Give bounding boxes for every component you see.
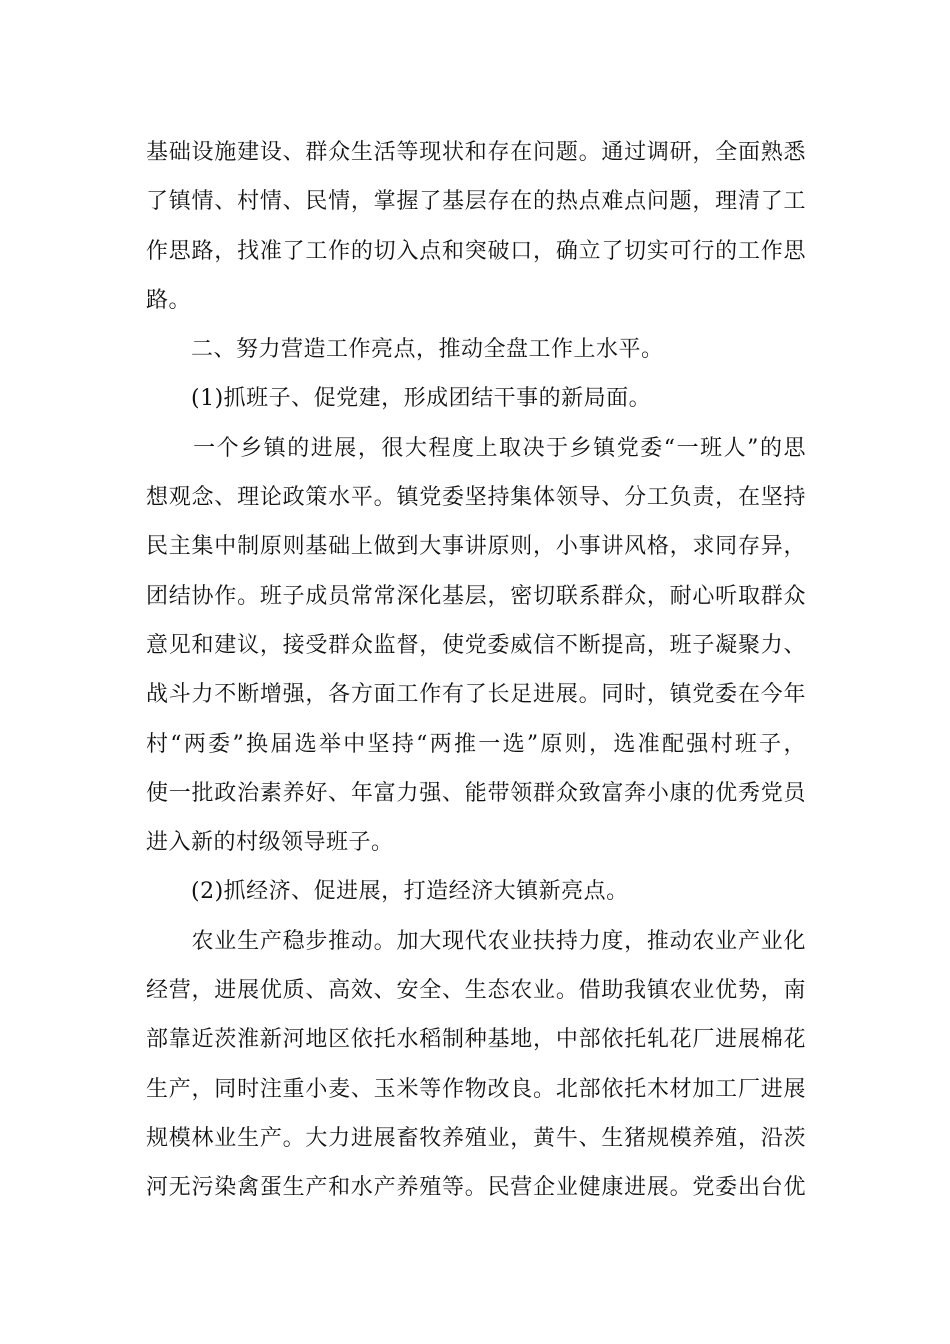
text-line: 使一批政治素养好、年富力强、能带领群众致富奔小康的优秀党员 <box>146 780 806 806</box>
subsection-heading: (1)抓班子、促党建，形成团结干事的新局面。 <box>146 386 652 412</box>
text-line: 路。 <box>146 287 192 313</box>
text-line: 生产，同时注重小麦、玉米等作物改良。北部依托木材加工厂进展 <box>146 1076 806 1102</box>
text-line: 了镇情、村情、民情，掌握了基层存在的热点难点问题，理清了工 <box>146 189 806 215</box>
text-line: 规模林业生产。大力进展畜牧养殖业，黄牛、生猪规模养殖，沿茨 <box>146 1125 806 1151</box>
text-line: 意见和建议，接受群众监督，使党委威信不断提高，班子凝聚力、 <box>146 632 806 658</box>
text-line: 进入新的村级领导班子。 <box>146 830 394 856</box>
text-line: 民主集中制原则基础上做到大事讲原则，小事讲风格，求同存异， <box>146 534 806 560</box>
document-body <box>146 128 806 1213</box>
text-line: 河无污染禽蛋生产和水产养殖等。民营企业健康进展。党委出台优 <box>146 1175 806 1201</box>
text-line: 村“两委”换届选举中坚持“两推一选”原则，选准配强村班子， <box>146 731 806 757</box>
text-line: 团结协作。班子成员常常深化基层，密切联系群众，耐心听取群众 <box>146 583 806 609</box>
subsection-heading: (2)抓经济、促进展，打造经济大镇新亮点。 <box>146 879 629 905</box>
text-line: 经营，进展优质、高效、安全、生态农业。借助我镇农业优势，南 <box>146 978 806 1004</box>
text-line: 一个乡镇的进展，很大程度上取决于乡镇党委“一班人”的思 <box>146 435 806 461</box>
text-line: 想观念、理论政策水平。镇党委坚持集体领导、分工负责，在坚持 <box>146 485 806 511</box>
text-line: 基础设施建设、群众生活等现状和存在问题。通过调研，全面熟悉 <box>146 140 806 165</box>
section-heading: 二、努力营造工作亮点，推动全盘工作上水平。 <box>146 337 664 363</box>
text-line: 战斗力不断增强，各方面工作有了长足进展。同时，镇党委在今年 <box>146 682 806 708</box>
text-line: 农业生产稳步推动。加大现代农业扶持力度，推动农业产业化 <box>146 928 806 954</box>
text-line: 部靠近茨淮新河地区依托水稻制种基地，中部依托轧花厂进展棉花 <box>146 1027 806 1053</box>
text-line: 作思路，找准了工作的切入点和突破口，确立了切实可行的工作思 <box>146 238 806 264</box>
